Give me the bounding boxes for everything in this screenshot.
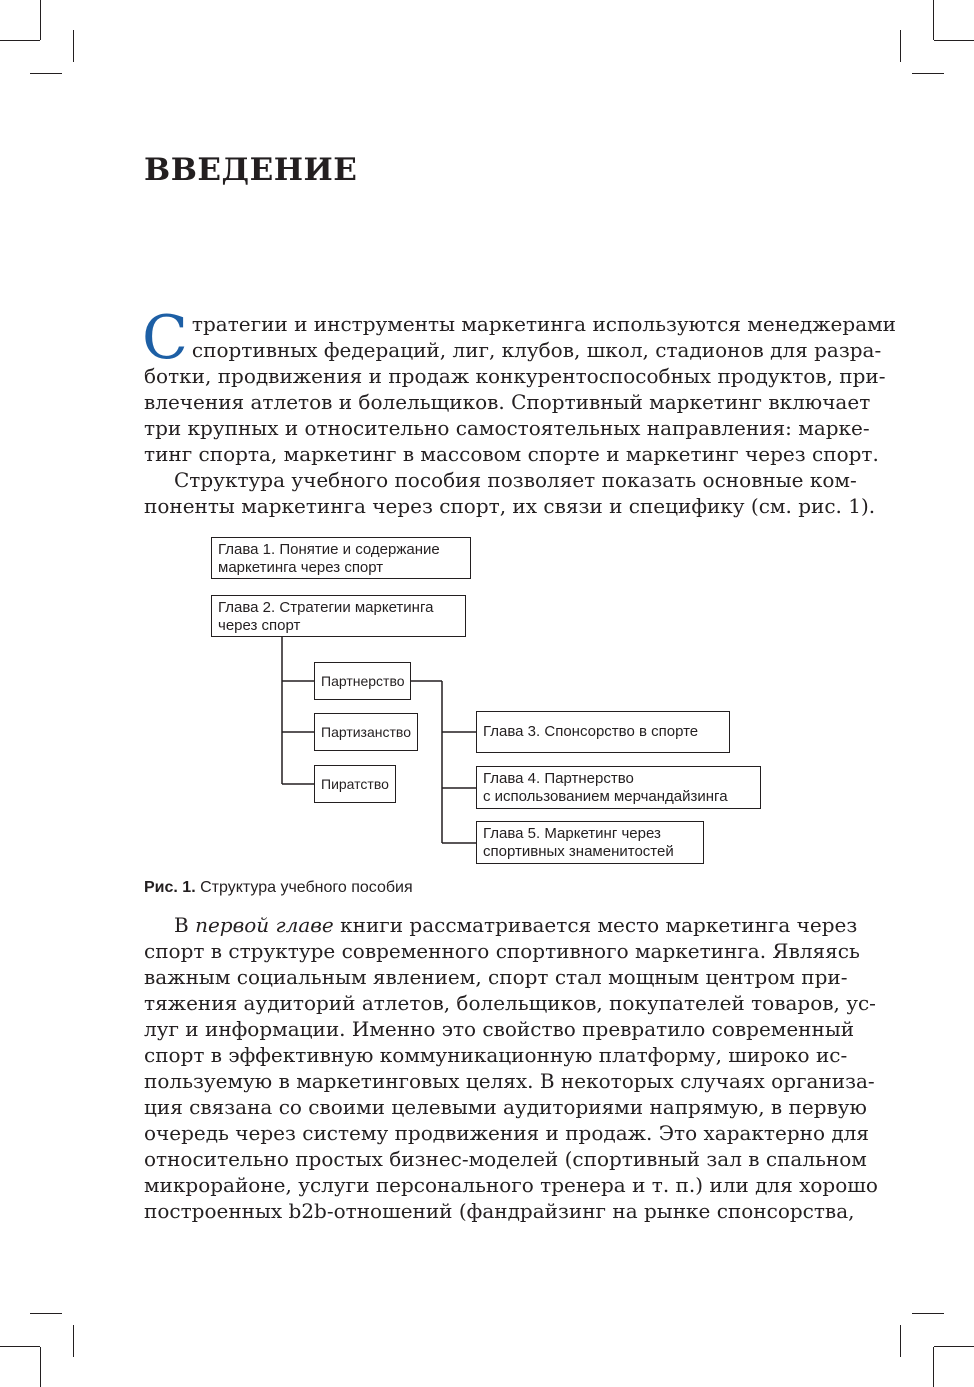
text-line: луг и информации. Именно это свойство превратило современный xyxy=(144,1017,855,1041)
paragraph xyxy=(144,912,878,1224)
text-line: влечения атлетов и болельщиков. Спортивный маркетинг включает xyxy=(144,390,871,414)
figure-label: Рис. 1. xyxy=(144,879,196,896)
text-line: спорт в структуре современного спортивного маркетинга. Являясь xyxy=(144,939,860,963)
text-line: тинг спорта, маркетинг в массовом спорте и маркетинг через спорт. xyxy=(144,442,879,466)
text-line: микрорайоне, услуги персонального тренера и т. п.) или для хорошо xyxy=(144,1173,878,1197)
chapter-one-paragraph xyxy=(144,912,878,1224)
text-line: относительно простых бизнес-моделей (спортивный зал в спальном xyxy=(144,1147,867,1171)
drop-cap: С xyxy=(142,303,188,373)
text-line: тратегии и инструменты маркетинга используются менеджерами xyxy=(191,312,897,336)
figure-caption-text: Структура учебного пособия xyxy=(200,879,413,896)
diagram-box-piracy: Пиратство xyxy=(314,765,396,803)
text-line: Структура учебного пособия позволяет показать основные ком- xyxy=(174,468,857,492)
text-line: спортивных федераций, лиг, клубов, школ, стадионов для разра- xyxy=(191,338,882,362)
chapter-heading: ВВЕДЕНИЕ xyxy=(144,152,358,188)
text-line: пользуемую в маркетинговых целях. В некоторых случаях организа- xyxy=(144,1069,875,1093)
text-line xyxy=(144,912,858,938)
figure-caption xyxy=(144,879,413,897)
text-fragment: В xyxy=(174,913,196,937)
text-line: три крупных и относительно самостоятельных направления: марке- xyxy=(144,416,870,440)
diagram-box-guerrilla: Партизанство xyxy=(314,713,418,751)
diagram-box-chapter3: Глава 3. Спонсорство в спорте xyxy=(476,711,730,753)
structure-paragraph xyxy=(144,467,876,519)
text-line: поненты маркетинга через спорт, их связи и специфику (см. рис. 1). xyxy=(144,494,876,518)
text-line: спорт в эффективную коммуникационную платформу, широко ис- xyxy=(144,1043,848,1067)
diagram-box-chapter4: Глава 4. Партнерство с использованием мерчандайзинга xyxy=(476,766,761,809)
diagram-box-partnership: Партнерство xyxy=(314,662,411,700)
diagram-box-chapter1: Глава 1. Понятие и содержание маркетинга через спорт xyxy=(211,537,471,579)
diagram-box-chapter5: Глава 5. Маркетинг через спортивных знаменитостей xyxy=(476,821,704,864)
text-fragment: книги рассматривается место маркетинга через xyxy=(333,913,858,937)
text-line: тяжения аудиторий атлетов, болельщиков, покупателей товаров, ус- xyxy=(144,991,876,1015)
text-line: построенных b2b-отношений (фандрайзинг на рынке спонсорства, xyxy=(144,1199,855,1223)
intro-paragraphs xyxy=(142,303,897,519)
italic-emphasis: первой главе xyxy=(195,913,334,937)
text-line: ция связана со своими целевыми аудиториями напрямую, в первую xyxy=(144,1095,867,1119)
text-line: важным социальным явлением, спорт стал мощным центром при- xyxy=(144,965,848,989)
text-line: ботки, продвижения и продаж конкурентоспособных продуктов, при- xyxy=(144,364,886,388)
intro-paragraph xyxy=(142,303,897,467)
diagram-box-chapter2: Глава 2. Стратегии маркетинга через спорт xyxy=(211,595,466,637)
text-line: очередь через систему продвижения и продаж. Это характерно для xyxy=(144,1121,869,1145)
